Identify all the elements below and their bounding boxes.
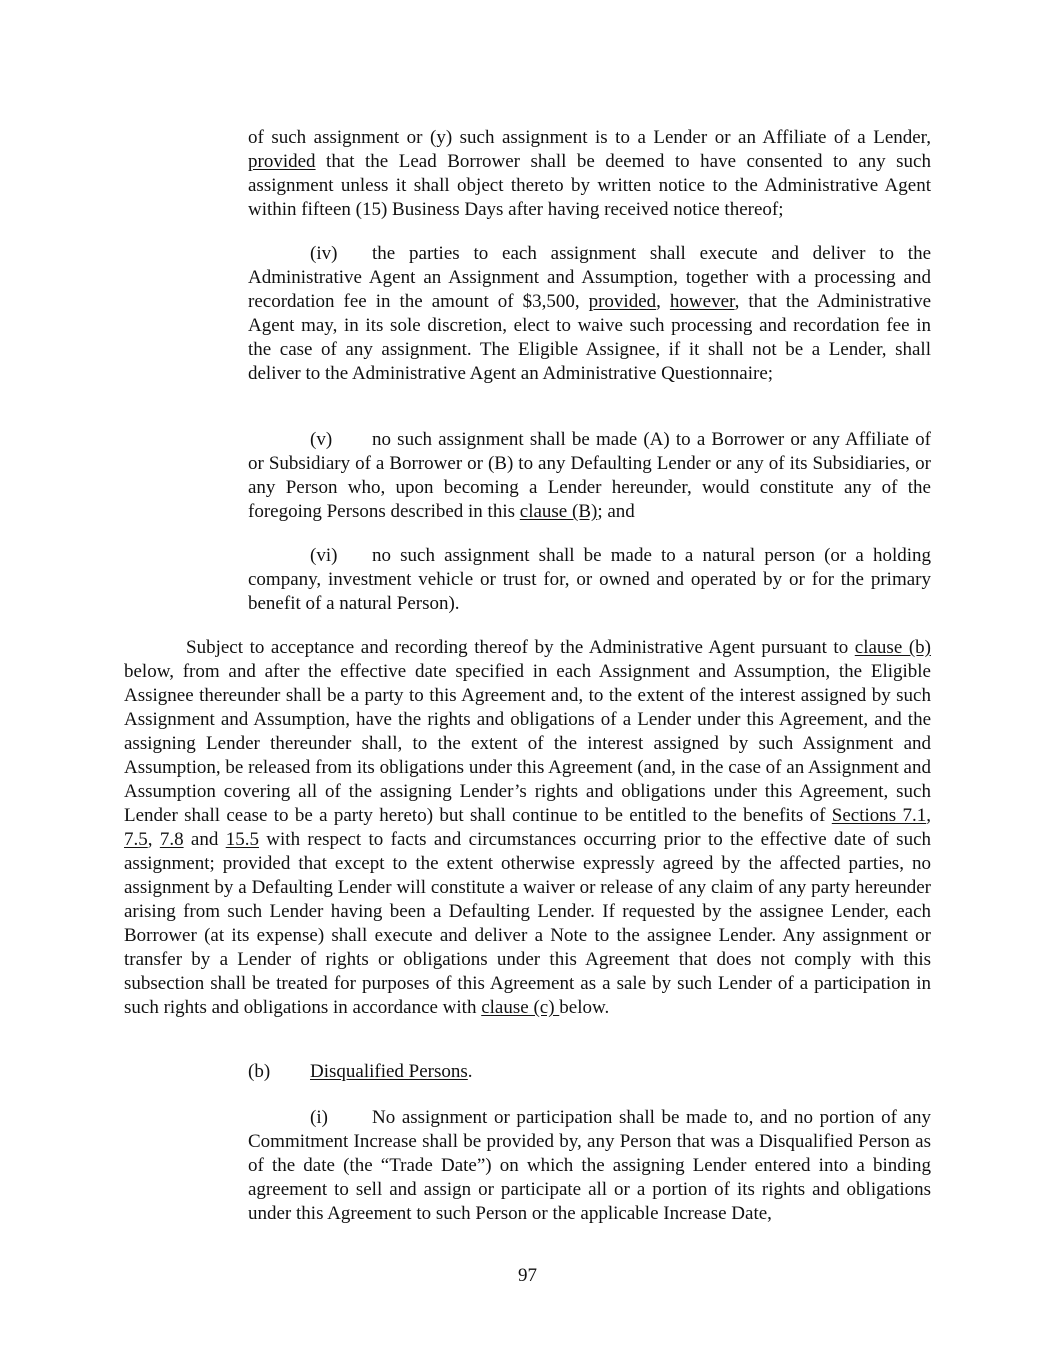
cross-reference-clause-b: clause (B) <box>519 501 598 522</box>
text-span: No assignment or participation shall be made to, and no portion of any Commitment Increase shall be provided by, any Person that was a Disqualified Person as of the date (the “Trade Date”) on which the assigning Lender entered into a binding agreement to sell and assign or participate all or a portion of its rights and obligations under this Agreement to such Person or the applicable Increase Date, <box>248 1107 931 1224</box>
cross-reference-section-7-1: Sections 7.1 <box>831 805 927 826</box>
section-heading-b <box>248 1060 473 1084</box>
cross-reference-clause-c: clause (c) <box>481 997 560 1018</box>
cross-reference-section-7-8: 7.8 <box>159 829 184 850</box>
text-span: no such assignment shall be made (A) to a Borrower or any Affiliate of or Subsidiary of a Borrower or (B) to any Defaulting Lender or any of its Subsidiaries, or any Person who, upon becoming a Lender hereunder, would constitute any of the foregoing Persons described in this <box>248 429 931 522</box>
text-span: no such assignment shall be made to a natural person (or a holding company, investment vehicle or trust for, or owned and operated by or for the primary benefit of a natural Person). <box>248 545 931 614</box>
paragraph-v <box>248 428 931 524</box>
paragraph-vi <box>248 544 931 616</box>
text-span: Subject to acceptance and recording thereof by the Administrative Agent pursuant to <box>186 637 855 658</box>
paragraph-continuation <box>248 126 931 222</box>
defined-term-however: however <box>669 291 735 312</box>
text-span: , <box>147 829 160 850</box>
text-span: ; and <box>597 501 635 522</box>
defined-term-provided: provided <box>248 151 316 172</box>
text-span: , that the Administrative Agent may, in its sole discretion, elect to waive such processing and recordation fee in the case of any assignment. The Eligible Assignee, if it shall not be a Lender, shall deliver to the Administrative Agent an Administrative Questionnaire; <box>248 291 932 384</box>
page-number: 97 <box>518 1265 537 1286</box>
text-span: with respect to facts and circumstances occurring prior to the effective date of such assignment; provided that except to the extent otherwise expressly agreed by the affected parties, no assignment by a Defaulting Lender will constitute a waiver or release of any claim of any party hereunder arising from such Lender having been a Defaulting Lender. If requested by the assignee Lender, each Borrower (at its expense) shall execute and deliver a Note to the assignee Lender. Any assignment or transfer by a Lender of rights or obligations under this Agreement that does not comply with this subsection shall be treated for purposes of this Agreement as a sale by such Lender of a participation in such rights and obligations in accordance with <box>124 829 932 1018</box>
cross-reference-section-7-5: 7.5 <box>124 829 148 850</box>
section-number: (b) <box>248 1061 271 1082</box>
clause-number: (i) <box>310 1107 328 1128</box>
paragraph-i <box>248 1106 931 1226</box>
clause-number: (iv) <box>310 243 338 264</box>
section-title: Disqualified Persons <box>310 1061 468 1082</box>
paragraph-subject-to-acceptance <box>124 636 931 1020</box>
text-span: , <box>926 805 931 826</box>
cross-reference-section-15-5: 15.5 <box>225 829 259 850</box>
text-span: the parties to each assignment shall execute and deliver to the Administrative Agent an Assignment and Assumption, together with a processing and recordation fee in the amount of $3,500, <box>248 243 931 312</box>
cross-reference-clause-b: clause (b) <box>854 637 931 658</box>
text-span: and <box>183 829 226 850</box>
clause-number: (vi) <box>310 545 338 566</box>
text-span: . <box>467 1061 473 1082</box>
paragraph-iv <box>248 242 931 386</box>
clause-number: (v) <box>310 429 333 450</box>
text-span: below. <box>559 997 610 1018</box>
text-span: that the Lead Borrower shall be deemed to have consented to any such assignment unless it shall object thereto by written notice to the Administrative Agent within fifteen (15) Business Days after having received notice thereof; <box>248 151 931 220</box>
text-span: of such assignment or (y) such assignment is to a Lender or an Affiliate of a Lender, <box>248 127 931 148</box>
text-span: below, from and after the effective date specified in each Assignment and Assumption, the Eligible Assignee thereunder shall be a party to this Agreement and, to the extent of the interest assigned by such Assignment and Assumption, have the rights and obligations of a Lender under this Agreement, and the assigning Lender thereunder shall, to the extent of the interest assigned by such Assignment and Assumption, be released from its obligations under this Agreement (and, in the case of an Assignment and Assumption covering all of the assigning Lender’s rights and obligations under this Agreement, such Lender shall cease to be a party hereto) but shall continue to be entitled to the benefits of <box>124 661 931 826</box>
text-span: , <box>656 291 670 312</box>
defined-term-provided: provided <box>588 291 657 312</box>
